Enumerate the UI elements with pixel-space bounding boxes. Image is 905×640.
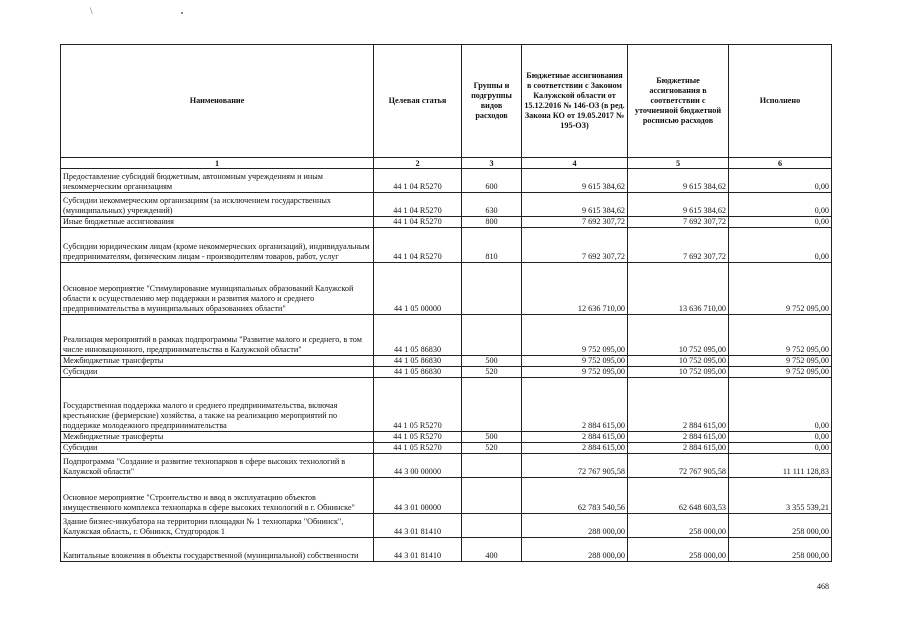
row-law-amount: 7 692 307,72 <box>522 217 628 228</box>
row-refined-amount: 10 752 095,00 <box>628 356 729 367</box>
row-refined-amount: 2 884 615,00 <box>628 443 729 454</box>
row-executed-amount: 9 752 095,00 <box>729 263 832 315</box>
row-target-article: 44 1 05 R5270 <box>374 378 462 432</box>
table-row <box>61 228 832 263</box>
column-number: 2 <box>374 158 462 169</box>
row-refined-amount: 7 692 307,72 <box>628 228 729 263</box>
table-row <box>61 263 832 315</box>
scan-dot <box>181 12 183 14</box>
column-number: 5 <box>628 158 729 169</box>
row-refined-amount: 2 884 615,00 <box>628 378 729 432</box>
header-refined-allocations: Бюджетные ассигнования в соответствии с уточненной бюджетной росписью расходов <box>628 45 729 158</box>
row-expense-group: 810 <box>462 228 522 263</box>
row-target-article: 44 3 01 81410 <box>374 514 462 538</box>
row-name: Предоставление субсидий бюджетным, автономным учреждениям и иным некоммерческим организациям <box>61 169 374 193</box>
table-row <box>61 454 832 478</box>
header-executed: Исполнено <box>729 45 832 158</box>
row-executed-amount: 9 752 095,00 <box>729 356 832 367</box>
row-name: Основное мероприятие "Строительство и ввод в эксплуатацию объектов имущественного комплекса технопарка в сфере высоких технологий в г. Обнинске" <box>61 478 374 514</box>
row-executed-amount: 3 355 539,21 <box>729 478 832 514</box>
column-number-row <box>61 158 832 169</box>
row-law-amount: 288 000,00 <box>522 514 628 538</box>
row-name: Здание бизнес-инкубатора на территории площадки № 1 технопарка "Обнинск", Калужская область, г. Обнинск, Студгородок 1 <box>61 514 374 538</box>
row-expense-group: 520 <box>462 443 522 454</box>
row-target-article: 44 1 05 86830 <box>374 356 462 367</box>
row-target-article: 44 1 05 86830 <box>374 367 462 378</box>
row-target-article: 44 1 04 R5270 <box>374 169 462 193</box>
table-row <box>61 315 832 356</box>
row-refined-amount: 9 615 384,62 <box>628 169 729 193</box>
row-target-article: 44 1 04 R5270 <box>374 193 462 217</box>
row-executed-amount: 258 000,00 <box>729 538 832 562</box>
row-executed-amount: 9 752 095,00 <box>729 315 832 356</box>
row-target-article: 44 1 04 R5270 <box>374 228 462 263</box>
table-row <box>61 367 832 378</box>
column-number: 3 <box>462 158 522 169</box>
row-law-amount: 2 884 615,00 <box>522 378 628 432</box>
row-target-article: 44 1 04 R5270 <box>374 217 462 228</box>
table-row <box>61 514 832 538</box>
row-target-article: 44 1 05 R5270 <box>374 443 462 454</box>
row-law-amount: 9 752 095,00 <box>522 367 628 378</box>
table-row <box>61 378 832 432</box>
row-name: Субсидии некоммерческим организациям (за исключением государственных (муниципальных) учреждений) <box>61 193 374 217</box>
row-law-amount: 9 615 384,62 <box>522 193 628 217</box>
row-refined-amount: 258 000,00 <box>628 514 729 538</box>
row-law-amount: 7 692 307,72 <box>522 228 628 263</box>
table-row <box>61 169 832 193</box>
table-row <box>61 193 832 217</box>
row-refined-amount: 7 692 307,72 <box>628 217 729 228</box>
row-refined-amount: 10 752 095,00 <box>628 315 729 356</box>
row-refined-amount: 13 636 710,00 <box>628 263 729 315</box>
row-target-article: 44 1 05 86830 <box>374 315 462 356</box>
row-target-article: 44 3 00 00000 <box>374 454 462 478</box>
row-name: Субсидии <box>61 443 374 454</box>
column-number: 4 <box>522 158 628 169</box>
row-executed-amount: 0,00 <box>729 443 832 454</box>
budget-table <box>60 44 832 562</box>
row-executed-amount: 11 111 128,83 <box>729 454 832 478</box>
header-name: Наименование <box>61 45 374 158</box>
row-executed-amount: 9 752 095,00 <box>729 367 832 378</box>
header-expense-groups: Группы и подгруппы видов расходов <box>462 45 522 158</box>
row-law-amount: 9 752 095,00 <box>522 315 628 356</box>
row-law-amount: 2 884 615,00 <box>522 443 628 454</box>
row-refined-amount: 2 884 615,00 <box>628 432 729 443</box>
row-expense-group: 500 <box>462 356 522 367</box>
header-law-allocations: Бюджетные ассигнования в соответствии с Законом Калужской области от 15.12.2016 № 146-ОЗ (в ред. Закона КО от 19.05.2017 № 195-ОЗ) <box>522 45 628 158</box>
row-executed-amount: 258 000,00 <box>729 514 832 538</box>
table-row <box>61 443 832 454</box>
table-row <box>61 217 832 228</box>
row-expense-group: 500 <box>462 432 522 443</box>
table-row <box>61 538 832 562</box>
row-expense-group: 630 <box>462 193 522 217</box>
row-expense-group <box>462 263 522 315</box>
row-expense-group <box>462 478 522 514</box>
row-law-amount: 12 636 710,00 <box>522 263 628 315</box>
row-name: Субсидии <box>61 367 374 378</box>
row-refined-amount: 62 648 603,53 <box>628 478 729 514</box>
row-refined-amount: 72 767 905,58 <box>628 454 729 478</box>
row-expense-group <box>462 378 522 432</box>
row-name: Иные бюджетные ассигнования <box>61 217 374 228</box>
row-executed-amount: 0,00 <box>729 169 832 193</box>
row-executed-amount: 0,00 <box>729 217 832 228</box>
row-name: Капитальные вложения в объекты государственной (муниципальной) собственности <box>61 538 374 562</box>
row-name: Основное мероприятие "Стимулирование муниципальных образований Калужской области к осуществлению мер поддержки и развития малого и среднего предпринимательства в муниципальных образованиях области" <box>61 263 374 315</box>
table-row <box>61 356 832 367</box>
header-row <box>61 45 832 158</box>
table-row <box>61 432 832 443</box>
row-law-amount: 62 783 540,56 <box>522 478 628 514</box>
row-expense-group: 520 <box>462 367 522 378</box>
row-name: Подпрограмма "Создание и развитие технопарков в сфере высоких технологий в Калужской области" <box>61 454 374 478</box>
row-expense-group <box>462 514 522 538</box>
row-name: Межбюджетные трансферты <box>61 432 374 443</box>
row-law-amount: 9 615 384,62 <box>522 169 628 193</box>
page-number: 468 <box>817 582 829 591</box>
row-expense-group <box>462 315 522 356</box>
row-law-amount: 72 767 905,58 <box>522 454 628 478</box>
row-name: Межбюджетные трансферты <box>61 356 374 367</box>
row-name: Реализация мероприятий в рамках подпрограммы "Развитие малого и среднего, в том числе инновационного, предпринимательства в Калужской области" <box>61 315 374 356</box>
row-target-article: 44 1 05 00000 <box>374 263 462 315</box>
row-target-article: 44 3 01 00000 <box>374 478 462 514</box>
row-executed-amount: 0,00 <box>729 432 832 443</box>
row-law-amount: 9 752 095,00 <box>522 356 628 367</box>
row-refined-amount: 9 615 384,62 <box>628 193 729 217</box>
row-name: Субсидии юридическим лицам (кроме некоммерческих организаций), индивидуальным предпринимателям, физическим лицам - производителям товаров, работ, услуг <box>61 228 374 263</box>
row-executed-amount: 0,00 <box>729 378 832 432</box>
row-expense-group: 600 <box>462 169 522 193</box>
header-target-article: Целевая статья <box>374 45 462 158</box>
row-executed-amount: 0,00 <box>729 228 832 263</box>
row-executed-amount: 0,00 <box>729 193 832 217</box>
row-target-article: 44 1 05 R5270 <box>374 432 462 443</box>
row-law-amount: 2 884 615,00 <box>522 432 628 443</box>
row-expense-group: 400 <box>462 538 522 562</box>
row-expense-group: 800 <box>462 217 522 228</box>
row-target-article: 44 3 01 81410 <box>374 538 462 562</box>
column-number: 6 <box>729 158 832 169</box>
column-number: 1 <box>61 158 374 169</box>
row-refined-amount: 10 752 095,00 <box>628 367 729 378</box>
row-expense-group <box>462 454 522 478</box>
row-law-amount: 288 000,00 <box>522 538 628 562</box>
table-row <box>61 478 832 514</box>
scan-mark: \ <box>90 6 93 16</box>
row-refined-amount: 258 000,00 <box>628 538 729 562</box>
row-name: Государственная поддержка малого и среднего предпринимательства, включая крестьянские (фермерские) хозяйства, а также на реализацию мероприятий по поддержке молодежного предпринимательства <box>61 378 374 432</box>
